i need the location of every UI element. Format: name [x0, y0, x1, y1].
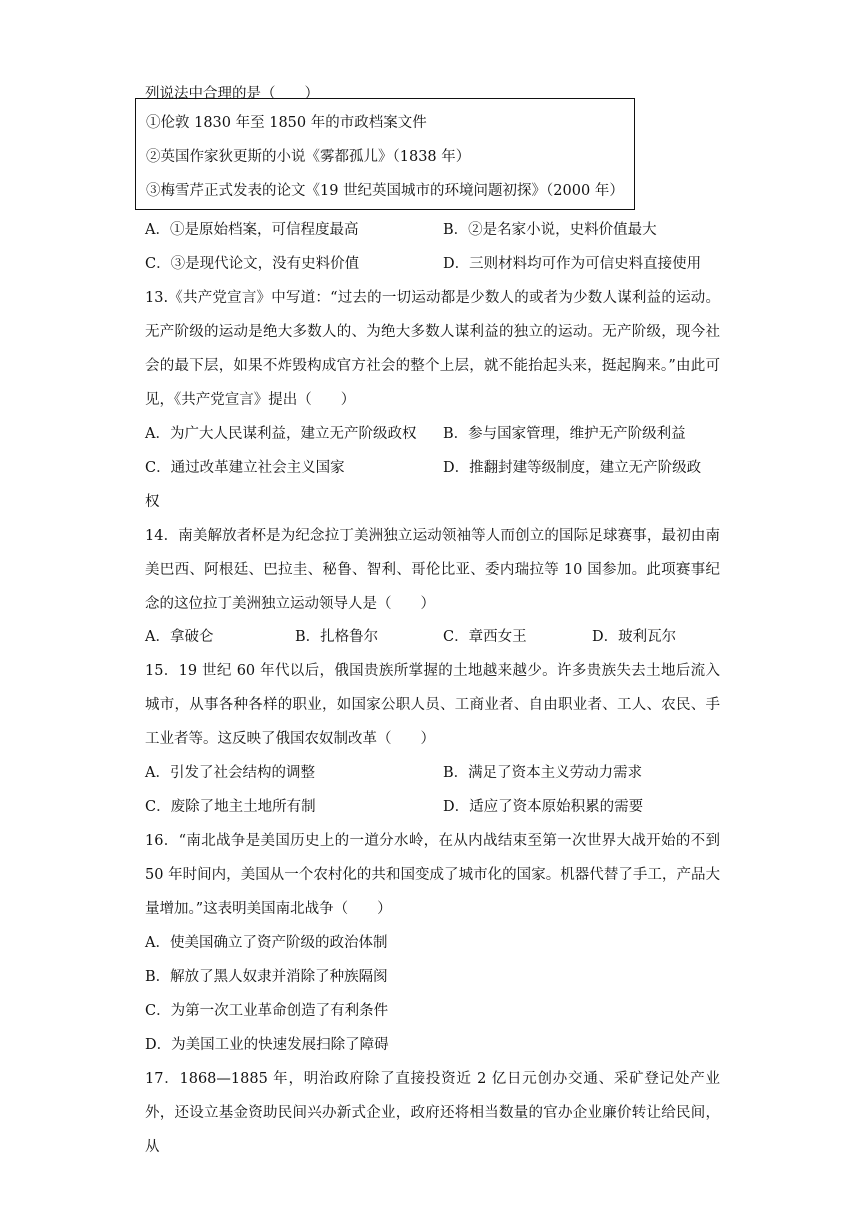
source-2: ②英国作家狄更斯的小说《雾都孤儿》（1838 年）: [146, 149, 471, 165]
q15-option-a: A．引发了社会结构的调整: [145, 765, 315, 781]
q16-option-d: D．为美国工业的快速发展扫除了障碍: [145, 1037, 389, 1053]
q12-option-c: C．③是现代论文，没有史料价值: [145, 256, 360, 272]
q13-option-b: B．参与国家管理，维护无产阶级利益: [443, 426, 686, 442]
question-16-stem: 16．“南北战争是美国历史上的一道分水岭，在从内战结束至第一次世界大战开始的不到 50 年时间内，美国从一个农村化的共和国变成了城市化的国家。机器代替了手工，产品大量增加。”这表明美国南北战争（ ）: [145, 833, 720, 917]
question-17-stem: 17．1868—1885 年，明治政府除了直接投资近 2 亿日元创办交通、采矿登记处产业外，还设立基金资助民间兴办新式企业，政府还将相当数量的官办企业廉价转让给民间，从: [145, 1071, 720, 1155]
q13-option-c: C．通过改革建立社会主义国家: [145, 460, 345, 476]
q12-option-b: B．②是名家小说，史料价值最大: [443, 222, 657, 238]
q14-option-c: C．章西女王: [443, 629, 527, 645]
q12-option-a: A．①是原始档案，可信程度最高: [145, 222, 359, 238]
q13-option-d: D．推翻封建等级制度，建立无产阶级政: [443, 460, 702, 476]
q14-option-a: A．拿破仑: [145, 629, 214, 645]
q16-option-b: B．解放了黑人奴隶并消除了种族隔阂: [145, 969, 388, 985]
q16-option-c: C．为第一次工业革命创造了有利条件: [145, 1003, 389, 1019]
q14-option-d: D．玻利瓦尔: [592, 629, 677, 645]
q13-option-a: A．为广大人民谋利益，建立无产阶级政权: [145, 426, 417, 442]
source-1: ①伦敦 1830 年至 1850 年的市政档案文件: [146, 115, 427, 131]
q15-option-d: D．适应了资本原始积累的需要: [443, 799, 644, 815]
q16-option-a: A．使美国确立了资产阶级的政治体制: [145, 935, 388, 951]
source-3: ③梅雪芹正式发表的论文《19 世纪英国城市的环境问题初探》（2000 年）: [146, 183, 624, 199]
q12-option-d: D．三则材料均可作为可信史料直接使用: [443, 256, 702, 272]
q15-option-b: B．满足了资本主义劳动力需求: [443, 765, 643, 781]
question-12-stem-tail: 列说法中合理的是（ ）: [145, 86, 319, 102]
q14-option-b: B．扎格鲁尔: [295, 629, 379, 645]
q13-option-d-wrap: 权: [145, 494, 160, 510]
source-materials-box: [135, 98, 635, 210]
question-14-stem: 14．南美解放者杯是为纪念拉丁美洲独立运动领袖等人而创立的国际足球赛事，最初由南美巴西、阿根廷、巴拉圭、秘鲁、智利、哥伦比亚、委内瑞拉等 10 国参加。此项赛事纪念的这位拉丁美洲独立运动领导人是（ ）: [145, 528, 720, 612]
question-15-stem: 15．19 世纪 60 年代以后，俄国贵族所掌握的土地越来越少。许多贵族失去土地后流入城市，从事各种各样的职业，如国家公职人员、工商业者、自由职业者、工人、农民、手工业者等。这反映了俄国农奴制改革（ ）: [145, 663, 720, 747]
question-13-stem: 13.《共产党宣言》中写道：“过去的一切运动都是少数人的或者为少数人谋利益的运动。无产阶级的运动是绝大多数人的、为绝大多数人谋利益的独立的运动。无产阶级，现今社会的最下层，如果不炸毁构成官方社会的整个上层，就不能抬起头来，挺起胸来。”由此可见，《共产党宣言》提出（ ）: [145, 290, 720, 408]
q15-option-c: C．废除了地主土地所有制: [145, 799, 316, 815]
